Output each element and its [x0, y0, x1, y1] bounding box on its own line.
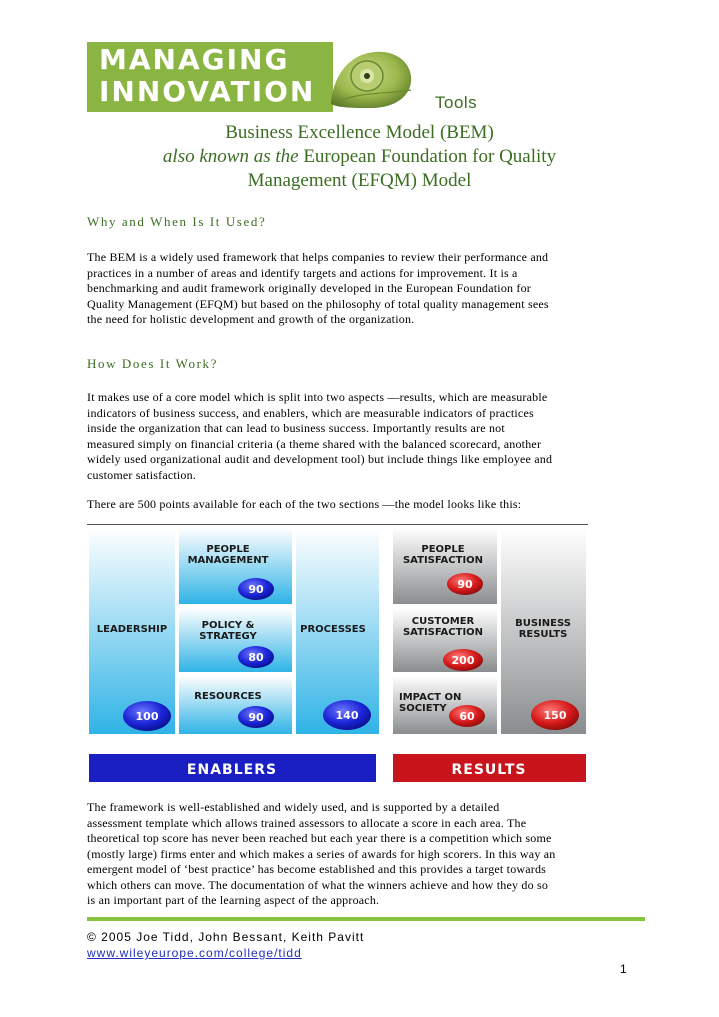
managing-innovation-logo — [87, 42, 417, 114]
text-line: assessment template which allows trained assessors to allocate a score in each area. The — [87, 815, 527, 830]
enablers-label: ENABLERS — [186, 762, 278, 778]
text-line: The BEM is a widely used framework that helps companies to review their performance and — [87, 250, 549, 264]
text-line: indicators of business success, and enablers, which are measurable indicators of practices — [87, 405, 534, 420]
policy-strategy-score: 80 — [248, 651, 264, 664]
people-management-score: 90 — [248, 583, 264, 596]
people-satisfaction-label-1: PEOPLE — [421, 544, 465, 555]
paragraph-points — [87, 497, 635, 513]
text-line: Quality Management (EFQM) but based on the philosophy of total quality management sees — [87, 296, 549, 311]
customer-satisfaction-label-2: SATISFACTION — [402, 627, 484, 638]
copyright-notice: © 2005 Joe Tidd, John Bessant, Keith Pavitt — [87, 930, 365, 944]
people-satisfaction-box — [393, 528, 497, 604]
page-title: Business Excellence Model (BEM) — [225, 122, 494, 143]
text-line: the need for holistic development and growth of the organization. — [87, 312, 415, 326]
people-satisfaction-label-2: SATISFACTION — [402, 555, 484, 566]
paragraph-how — [87, 390, 635, 483]
section-heading-why: Why and When Is It Used? — [87, 214, 267, 229]
text-line: widely used organizational audit and development tool) but include things like employee and — [87, 452, 553, 466]
text-line: benchmarking and audit framework originally developed in the European Foundation for — [87, 281, 532, 295]
impact-on-society-label-1: IMPACT ON — [399, 692, 462, 703]
paragraph-framework — [87, 800, 635, 909]
resources-score: 90 — [248, 711, 264, 724]
text-line: emergent model of ‘best practice’ has become established and this provides a target towards — [87, 862, 547, 876]
section-heading-how: How Does It Work? — [87, 356, 218, 371]
processes-label: PROCESSES — [300, 624, 366, 635]
results-label: RESULTS — [451, 762, 527, 778]
people-management-box — [179, 528, 292, 604]
impact-on-society-score: 60 — [459, 710, 475, 723]
text-line: There are 500 points available for each of the two sections —the model looks like this: — [87, 497, 522, 511]
paragraph-why — [87, 250, 635, 328]
business-results-label-2: RESULTS — [518, 629, 568, 640]
diagram-top-rule — [87, 524, 588, 525]
people-management-label-2: MANAGEMENT — [187, 555, 269, 566]
page-subtitle-line-2: Management (EFQM) Model — [247, 170, 472, 191]
people-management-label-1: PEOPLE — [206, 544, 250, 555]
impact-on-society-label-2: SOCIETY — [399, 703, 447, 714]
text-line: customer satisfaction. — [87, 467, 197, 482]
logo-line-2: INNOVATION — [99, 75, 316, 108]
subtitle-italic: also known as the — [162, 146, 299, 167]
resources-label: RESOURCES — [194, 691, 262, 702]
page-subtitle-line-1 — [87, 145, 632, 169]
page-number: 1 — [620, 962, 627, 976]
text-line: practices in a number of areas and identify targets and actions for improvement. It is a — [87, 265, 518, 280]
processes-score: 140 — [335, 709, 359, 722]
resources-box — [179, 676, 292, 734]
website-link[interactable]: www.wileyeurope.com/college/tidd — [87, 946, 302, 960]
text-line: It makes use of a core model which is split into two aspects —results, which are measurable — [87, 390, 548, 404]
customer-satisfaction-score: 200 — [451, 654, 475, 667]
text-line: is an important part of the learning aspect of the approach. — [87, 893, 380, 907]
logo-box — [87, 42, 333, 112]
footer-rule — [87, 917, 645, 921]
business-results-label-1: BUSINESS — [515, 618, 571, 629]
chameleon-icon — [327, 46, 417, 112]
people-satisfaction-score: 90 — [457, 578, 473, 591]
bem-model-diagram — [87, 526, 588, 786]
logo-line-1: MANAGING — [99, 43, 290, 76]
section-label-tools: Tools — [435, 93, 478, 112]
policy-strategy-label-2: STRATEGY — [199, 631, 257, 642]
text-line: (mostly large) firms enter and which makes a series of awards for high scorers. In this way an — [87, 846, 556, 861]
leadership-label: LEADERSHIP — [96, 624, 168, 635]
text-line: theoretical top score has never been reached but each year there is a competition which some — [87, 831, 552, 845]
text-line: The framework is well-established and widely used, and is supported by a detailed — [87, 800, 500, 814]
text-line: inside the organization that can lead to business success. Importantly results are not — [87, 421, 505, 435]
policy-strategy-label-1: POLICY & — [201, 620, 255, 631]
customer-satisfaction-label-1: CUSTOMER — [411, 616, 475, 627]
subtitle-rest: European Foundation for Quality — [298, 146, 557, 167]
text-line: which others can move. The documentation of what the winners achieve and how they do so — [87, 877, 549, 892]
text-line: measured simply on financial criteria (a theme shared with the balanced scorecard, another — [87, 436, 542, 451]
leadership-score: 100 — [135, 710, 159, 723]
business-results-score: 150 — [543, 709, 567, 722]
